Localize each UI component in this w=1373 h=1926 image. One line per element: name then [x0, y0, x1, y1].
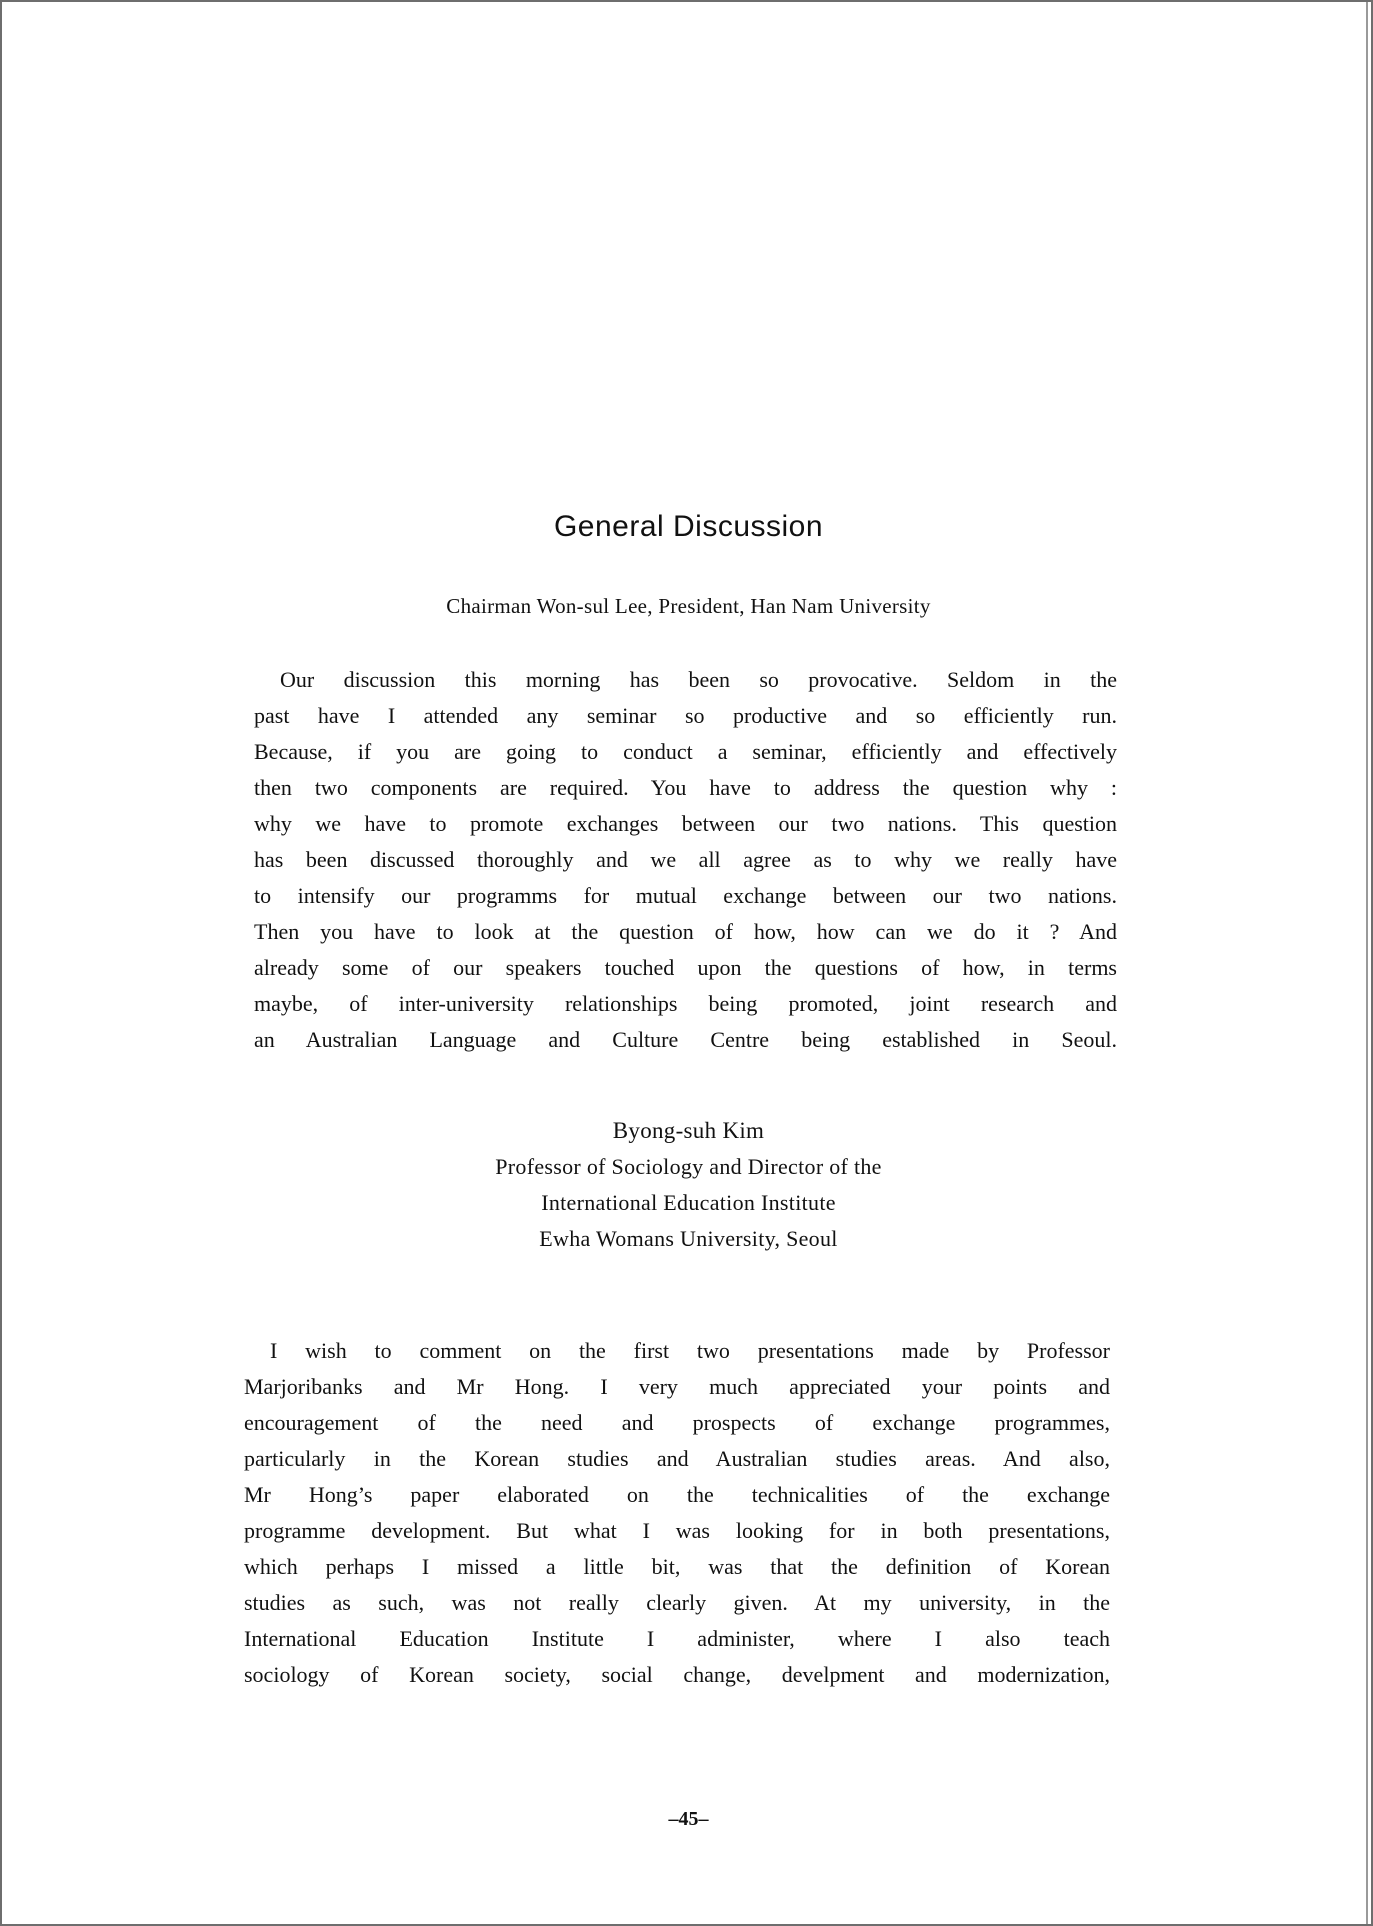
paragraph-line: why we have to promote exchanges between our two nations. This question: [254, 811, 1117, 836]
paragraph-line: studies as such, was not really clearly given. At my university, in the: [244, 1590, 1110, 1615]
paragraph-line: International Education Institute I administer, where I also teach: [244, 1626, 1110, 1651]
paragraph-line: Marjoribanks and Mr Hong. I very much appreciated your points and: [244, 1374, 1110, 1399]
paragraph-line: programme development. But what I was looking for in both presentations,: [244, 1518, 1110, 1543]
speaker-attribution: [2, 1113, 1373, 1257]
chairman-remarks-paragraph: [254, 662, 1117, 1058]
paragraph-line: which perhaps I missed a little bit, was that the definition of Korean: [244, 1554, 1110, 1579]
paragraph-line: an Australian Language and Culture Centre being established in Seoul.: [254, 1027, 1117, 1052]
page-title: General Discussion: [553, 510, 824, 543]
paragraph-line: maybe, of inter-university relationships being promoted, joint research and: [254, 991, 1117, 1016]
speaker-institute: International Education Institute: [541, 1190, 836, 1215]
chairman-byline: Chairman Won-sul Lee, President, Han Nam University: [446, 594, 931, 618]
paragraph-line: has been discussed thoroughly and we all agree as to why we really have: [254, 847, 1117, 872]
paragraph-line: Mr Hong’s paper elaborated on the technicalities of the exchange: [244, 1482, 1110, 1507]
paragraph-line: particularly in the Korean studies and Australian studies areas. And also,: [244, 1446, 1110, 1471]
paragraph-line: encouragement of the need and prospects of exchange programmes,: [244, 1410, 1110, 1435]
paragraph-line: Our discussion this morning has been so provocative. Seldom in the: [280, 667, 1117, 692]
speaker-affiliation: Ewha Womans University, Seoul: [539, 1226, 838, 1251]
paragraph-line: sociology of Korean society, social change, develpment and modernization,: [244, 1662, 1110, 1687]
paragraph-line: past have I attended any seminar so productive and so efficiently run.: [254, 703, 1117, 728]
paragraph-line: then two components are required. You have to address the question why :: [254, 775, 1117, 800]
paragraph-line: I wish to comment on the first two presentations made by Professor: [270, 1338, 1110, 1363]
page-number: –45–: [668, 1808, 709, 1830]
paragraph-line: Because, if you are going to conduct a seminar, efficiently and effectively: [254, 739, 1117, 764]
paragraph-line: already some of our speakers touched upon the questions of how, in terms: [254, 955, 1117, 980]
paragraph-line: Then you have to look at the question of how, how can we do it ? And: [254, 919, 1117, 944]
speaker-title: Professor of Sociology and Director of the: [495, 1154, 882, 1179]
speaker-remarks-paragraph: [244, 1333, 1110, 1693]
speaker-name: Byong-suh Kim: [612, 1118, 765, 1143]
paragraph-line: to intensify our programms for mutual exchange between our two nations.: [254, 883, 1117, 908]
